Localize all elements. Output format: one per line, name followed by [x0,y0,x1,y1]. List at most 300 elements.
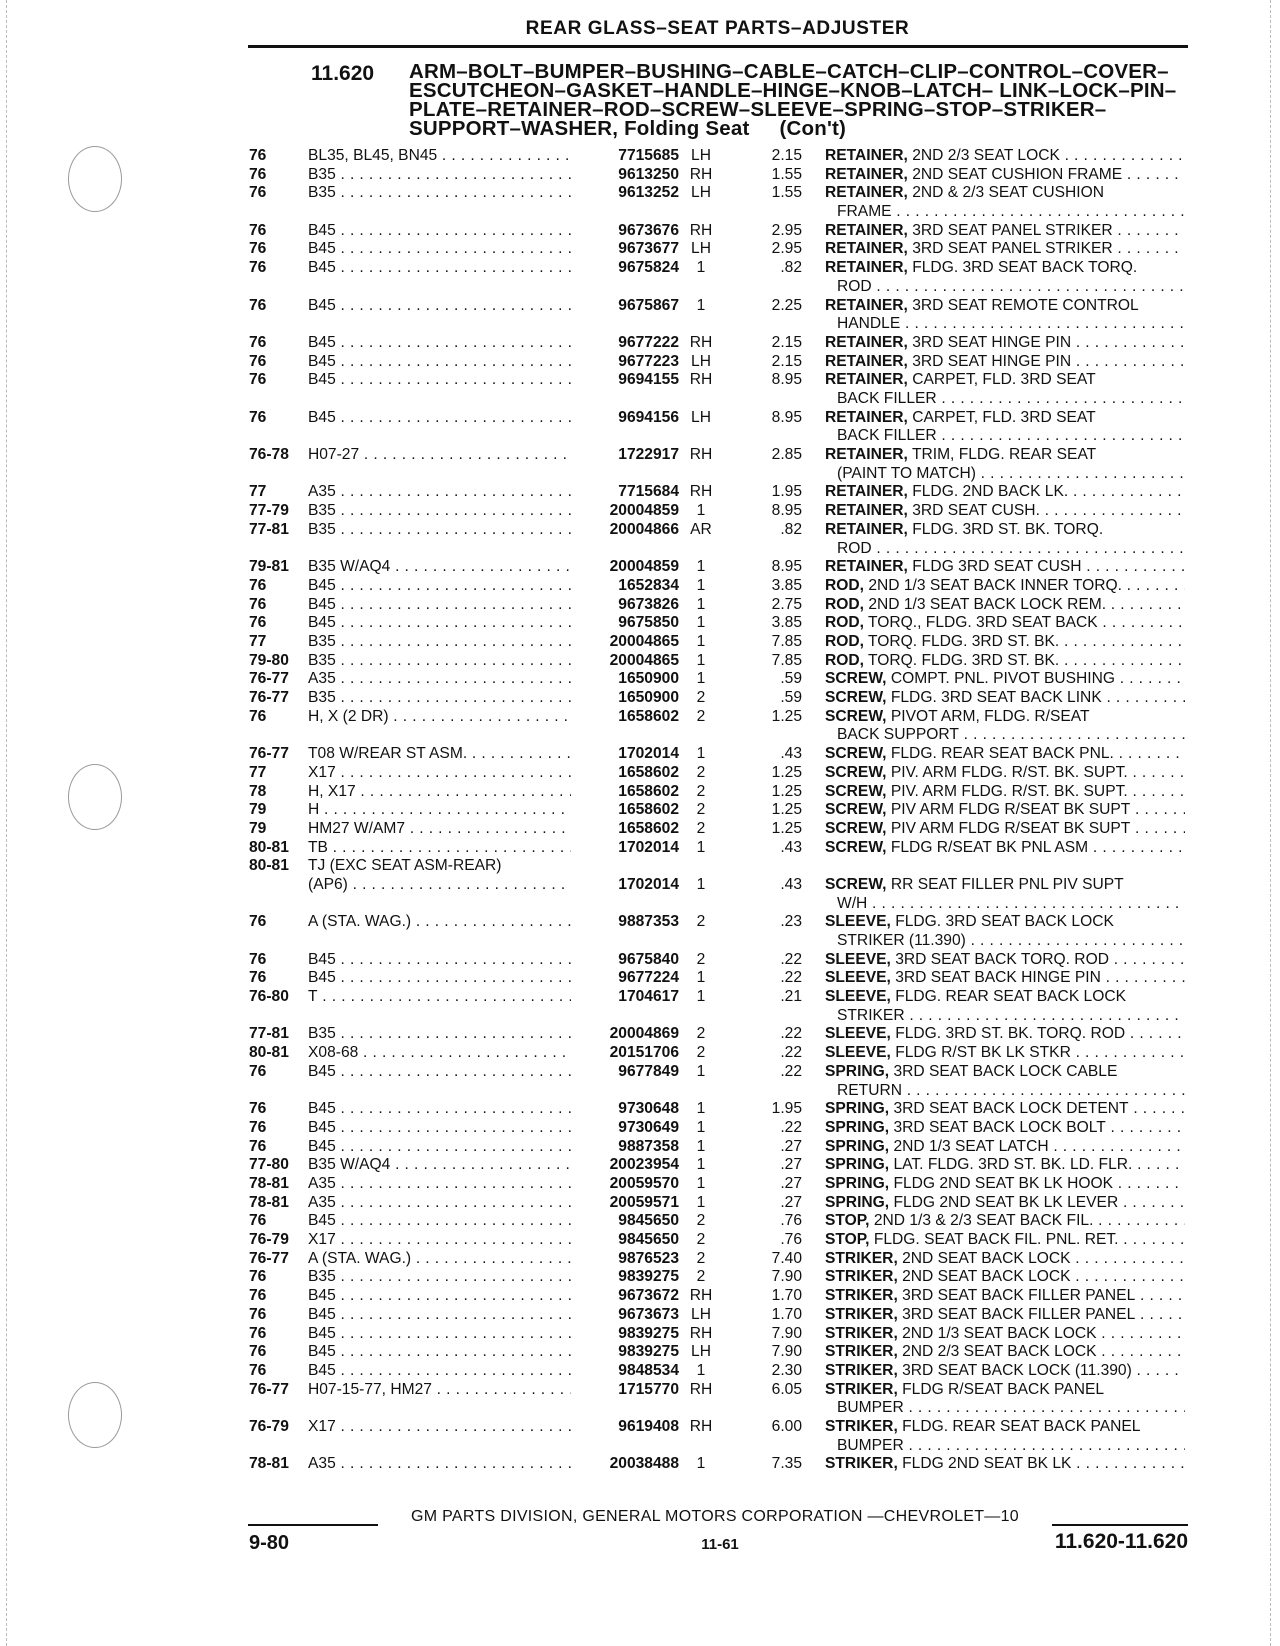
description-line [825,1306,1185,1325]
part-number-cell-text: 9730649 [618,1118,679,1136]
part-name: SPRING, [825,1156,890,1174]
model-cell [308,820,571,839]
price-cell-text: 7.85 [771,651,802,669]
part-number-cell-text: 7715685 [618,147,679,164]
year-cell [249,1175,289,1194]
part-number-cell [571,1418,679,1437]
description-line [825,633,1185,652]
description-cell [825,1156,1185,1175]
price-cell-text: 1.70 [771,1305,802,1323]
part-description: 2ND 1/3 SEAT BACK LOCK REM. . . . [868,596,1185,613]
part-name: SCREW, [825,819,887,837]
part-number-cell [571,820,679,839]
price-cell-text: .43 [780,745,802,763]
model-cell [308,913,571,932]
quantity-cell-text: 1 [696,576,706,594]
model-cell [308,558,571,577]
table-row [0,801,1280,820]
quantity-cell-text: 2 [696,707,706,725]
quantity-cell-text: 2 [696,689,706,707]
part-name: STRIKER, [825,1305,898,1323]
price-cell [722,577,802,596]
table-row [0,783,1280,802]
table-row [0,1119,1280,1138]
part-name: RETAINER, [825,259,908,277]
quantity-cell [684,1455,718,1474]
quantity-cell [684,1212,718,1231]
quantity-cell [684,577,718,596]
part-number-cell-text: 9673673 [618,1305,679,1323]
quantity-cell-text: 1 [696,1175,706,1192]
part-description: CARPET, FLD. 3RD SEAT [912,371,1096,389]
price-cell [722,820,802,839]
model-cell-text: H, X17 . . . [308,783,571,800]
year-cell-text: 79-81 [249,558,289,576]
description-line [825,446,1185,465]
quantity-cell [684,1063,718,1082]
quantity-cell-text: RH [689,165,713,183]
description-line [825,1287,1185,1306]
description-cell [825,502,1185,521]
quantity-cell [684,1100,718,1119]
part-number-cell-text: 20004865 [609,632,679,650]
description-cell [825,353,1185,372]
price-cell [722,446,802,465]
description-line [825,502,1185,521]
description-cell [825,483,1185,502]
table-row [0,1343,1280,1362]
part-description: 3RD SEAT BACK FILLER PANEL . . . [902,1287,1185,1304]
part-description: 3RD SEAT BACK LOCK (11.390) . . . [902,1362,1185,1379]
part-name: SCREW, [825,763,887,781]
year-cell [249,745,289,764]
part-number-cell [571,913,679,932]
table-row [0,1268,1280,1287]
part-description: 2ND & 2/3 SEAT CUSHION [912,184,1105,202]
price-cell [722,334,802,353]
price-cell-text: .82 [780,259,802,277]
year-cell-text: 77-81 [249,520,289,538]
part-name: SPRING, [825,1175,890,1192]
part-number-cell [571,558,679,577]
quantity-cell [684,1343,718,1362]
part-number-cell [571,596,679,615]
year-cell-text: 76 [249,614,267,632]
quantity-cell [684,1231,718,1250]
table-row [0,297,1280,334]
price-cell [722,1268,802,1287]
description-line-2 [825,1007,1185,1026]
description-cell [825,820,1185,839]
part-name: ROD, [825,576,864,594]
part-description: PIV ARM FLDG R/SEAT BK SUPT . . . [891,801,1185,818]
table-row [0,222,1280,241]
year-cell [249,297,266,316]
price-cell-text: .21 [780,988,802,1006]
part-description-continued: RETURN . . . [837,1082,1185,1099]
part-description: COMPT. PNL. PIVOT BUSHING . . . [891,670,1185,687]
part-name: SCREW, [825,670,887,688]
price-cell [722,502,802,521]
model-cell-text: X17 . . . [308,1231,571,1248]
price-cell-text: .76 [780,1212,802,1230]
description-line [825,259,1185,278]
price-cell [722,1306,802,1325]
model-cell [308,240,571,259]
description-line [825,839,1185,858]
price-cell-text: .22 [780,1025,802,1043]
part-description: PIV. ARM FLDG. R/ST. BK. SUPT. . . . [891,764,1185,781]
model-cell [308,1063,571,1082]
price-cell [722,745,802,764]
description-cell [825,876,1185,913]
part-number-cell [571,297,679,316]
table-row [0,558,1280,577]
part-name: ROD, [825,614,864,632]
price-cell [722,839,802,858]
part-number-cell [571,988,679,1007]
quantity-cell [684,969,718,988]
part-name: SPRING, [825,1193,890,1211]
part-number-cell [571,184,679,203]
year-cell-text: 76 [249,221,267,239]
year-cell-text: 76 [249,1268,267,1286]
part-number-cell [571,969,679,988]
table-row [0,857,1280,876]
price-cell-text: .59 [780,689,802,707]
description-cell [825,1100,1185,1119]
year-cell-text: 76 [249,1062,267,1080]
part-number-cell [571,1455,679,1474]
quantity-cell-text: LH [691,1343,711,1361]
table-row [0,147,1280,166]
price-cell [722,969,802,988]
model-cell-text: B45 . . . [308,1325,571,1342]
quantity-cell [684,1194,718,1213]
price-cell-text: .27 [780,1193,802,1211]
year-cell [249,521,289,540]
model-cell [308,502,571,521]
quantity-cell-text: LH [691,352,711,370]
model-cell [308,1287,571,1306]
footer-rule-left [248,1524,378,1526]
price-cell-text: 8.95 [771,408,802,426]
year-cell-text: 76 [249,595,267,613]
year-cell-text: 76 [249,1305,267,1323]
part-number-cell [571,652,679,671]
part-number-cell-text: 1722917 [618,446,679,464]
price-cell [722,670,802,689]
part-name: ROD, [825,632,864,650]
part-number-cell-text: 1650900 [618,670,679,688]
year-cell-text: 76 [249,707,267,725]
quantity-cell [684,596,718,615]
description-cell [825,1268,1185,1287]
model-cell [308,577,571,596]
price-cell-text: 7.40 [771,1249,802,1267]
description-line [825,222,1185,241]
price-cell [722,1175,802,1194]
price-cell-text: .76 [780,1231,802,1249]
price-cell-text: 2.75 [771,595,802,613]
quantity-cell [684,876,718,895]
year-cell [249,1212,266,1231]
part-description: 2ND SEAT CUSHION FRAME . . . [912,166,1185,183]
table-row [0,521,1280,558]
year-cell-text: 76-77 [249,1249,289,1267]
description-line [825,670,1185,689]
part-name: STRIKER, [825,1324,898,1342]
part-number-cell-text: 1658602 [618,782,679,800]
part-number-cell [571,764,679,783]
description-line-2 [825,203,1185,222]
part-number-cell-text: 1658602 [618,801,679,819]
part-number-cell [571,1175,679,1194]
year-cell [249,409,266,428]
model-cell [308,596,571,615]
part-number-cell [571,1362,679,1381]
part-number-cell-text: 1702014 [618,875,679,893]
description-cell [825,1287,1185,1306]
model-cell [308,297,571,316]
model-cell-text: H, X (2 DR) . . . [308,708,571,725]
part-number-cell [571,166,679,185]
description-cell [825,745,1185,764]
price-cell [722,1287,802,1306]
part-number-cell [571,1268,679,1287]
quantity-cell [684,147,718,166]
part-description: FLDG 2ND SEAT BK LK LEVER . . . [893,1194,1185,1211]
price-cell [722,259,802,278]
quantity-cell-text: 2 [696,819,706,837]
part-name: STRIKER, [825,1343,898,1361]
year-cell-text: 76 [249,352,267,370]
quantity-cell [684,1119,718,1138]
part-description: FLDG. 2ND BACK LK. . . . [912,483,1185,500]
price-cell [722,689,802,708]
description-cell [825,1325,1185,1344]
part-number-cell [571,670,679,689]
footer-page-number: 11-61 [701,1536,739,1553]
quantity-cell [684,334,718,353]
description-line [825,353,1185,372]
quantity-cell-text: 2 [696,1212,706,1230]
part-name: RETAINER, [825,221,908,239]
model-cell-text: TB . . . [308,839,571,856]
price-cell-text: 2.30 [771,1361,802,1379]
part-description: 2ND 2/3 SEAT BACK LOCK . . . [902,1343,1185,1360]
model-cell [308,1306,571,1325]
model-cell-text: B45 . . . [308,334,571,351]
part-description: PIV. ARM FLDG. R/ST. BK. SUPT. . . . [891,783,1185,800]
table-row [0,446,1280,483]
quantity-cell [684,502,718,521]
part-number-cell-text: 9613252 [618,184,679,202]
quantity-cell-text: RH [689,1287,713,1305]
quantity-cell [684,1287,718,1306]
table-row [0,1455,1280,1474]
price-cell [722,353,802,372]
description-cell [825,409,1185,446]
table-row [0,1044,1280,1063]
price-cell [722,708,802,727]
price-cell-text: 7.90 [771,1268,802,1286]
part-number-cell-text: 9839275 [618,1343,679,1361]
part-number-cell [571,1325,679,1344]
part-number-cell [571,1063,679,1082]
part-description: FLDG R/SEAT BACK PANEL [902,1380,1105,1398]
year-cell [249,913,266,932]
part-number-cell [571,483,679,502]
table-row [0,988,1280,1025]
model-cell [308,1268,571,1287]
table-row [0,876,1280,913]
part-description: 3RD SEAT CUSH. . . . [912,502,1185,519]
description-line [825,820,1185,839]
quantity-cell-text: 1 [696,502,706,520]
year-cell [249,633,266,652]
model-cell-text: B35 . . . [308,1025,571,1042]
year-cell [249,1138,266,1157]
part-number-cell-text: 20004865 [609,651,679,669]
part-number-cell [571,1100,679,1119]
part-number-cell [571,783,679,802]
part-name: RETAINER, [825,558,908,576]
part-number-cell [571,1025,679,1044]
part-number-cell-text: 9619408 [618,1417,679,1435]
year-cell [249,764,266,783]
model-cell [308,1343,571,1362]
part-number-cell-text: 9677224 [618,969,679,987]
part-number-cell-text: 20004866 [609,520,679,538]
table-row [0,689,1280,708]
quantity-cell [684,783,718,802]
model-cell-text: B45 . . . [308,1343,571,1360]
part-name: SLEEVE, [825,988,891,1006]
description-line [825,1455,1185,1474]
year-cell-text: 77 [249,483,267,501]
description-line [825,969,1185,988]
part-name: RETAINER, [825,240,908,258]
model-cell-text: X17 . . . [308,764,571,781]
part-name: SCREW, [825,875,887,893]
quantity-cell-text: 1 [696,1062,706,1080]
price-cell-text: 7.90 [771,1343,802,1361]
year-cell-text: 78-81 [249,1455,289,1473]
description-cell [825,969,1185,988]
description-cell [825,1343,1185,1362]
part-number-cell [571,502,679,521]
quantity-cell-text: LH [691,184,711,202]
quantity-cell-text: 1 [696,651,706,669]
part-name: SPRING, [825,1100,890,1118]
description-cell [825,521,1185,558]
description-cell [825,1175,1185,1194]
model-cell [308,1455,571,1474]
model-cell [308,334,571,353]
table-row [0,1175,1280,1194]
part-description-continued: BACK FILLER . . . [837,427,1185,444]
quantity-cell-text: 1 [696,595,706,613]
model-cell [308,353,571,372]
description-cell [825,1063,1185,1100]
table-row [0,166,1280,185]
quantity-cell-text: 1 [696,296,706,314]
price-cell-text: 2.95 [771,221,802,239]
year-cell-text: 77-81 [249,1025,289,1043]
description-cell [825,1138,1185,1157]
part-number-cell [571,801,679,820]
part-number-cell-text: 9887358 [618,1137,679,1155]
part-number-cell-text: 9675867 [618,296,679,314]
year-cell-text: 76-77 [249,745,289,763]
part-name: RETAINER, [825,520,908,538]
description-line [825,184,1185,203]
price-cell-text: .22 [780,950,802,968]
year-cell-text: 76 [249,950,267,968]
price-cell [722,147,802,166]
price-cell-text: .59 [780,670,802,688]
price-cell-text: .22 [780,1044,802,1062]
price-cell-text: 1.55 [771,184,802,202]
part-name: RETAINER, [825,371,908,389]
part-number-cell [571,521,679,540]
quantity-cell [684,1268,718,1287]
description-line [825,1025,1185,1044]
price-cell [722,1044,802,1063]
description-cell [825,913,1185,950]
description-line [825,689,1185,708]
model-cell-text: B45 . . . [308,1119,571,1136]
model-cell [308,670,571,689]
description-cell [825,240,1185,259]
table-row [0,371,1280,408]
year-cell [249,951,266,970]
quantity-cell [684,1381,718,1400]
price-cell-text: .22 [780,1118,802,1136]
part-number-cell [571,708,679,727]
part-description: FLDG. 3RD SEAT BACK LINK . . . [891,689,1185,706]
year-cell-text: 76 [249,240,267,258]
year-cell [249,184,266,203]
quantity-cell-text: 2 [696,1249,706,1267]
year-cell-text: 76-79 [249,1231,289,1249]
model-cell-text: B35 . . . [308,184,571,201]
model-cell [308,521,571,540]
description-cell [825,446,1185,483]
part-name: STRIKER, [825,1361,898,1379]
table-row [0,1063,1280,1100]
part-number-cell [571,1119,679,1138]
price-cell-text: 1.55 [771,165,802,183]
part-description: 3RD SEAT BACK FILLER PANEL . . . [902,1306,1185,1323]
part-number-cell [571,1250,679,1269]
part-number-cell-text: 9613250 [618,165,679,183]
model-cell [308,614,571,633]
part-description: 3RD SEAT BACK TORQ. ROD . . . [895,951,1185,968]
part-number-cell [571,1212,679,1231]
table-row [0,1306,1280,1325]
part-number-cell [571,689,679,708]
year-cell-text: 76 [249,576,267,594]
year-cell-text: 76 [249,184,267,202]
year-cell-text: 80-81 [249,838,289,856]
description-cell [825,371,1185,408]
description-cell [825,297,1185,334]
price-cell [722,1250,802,1269]
year-cell [249,1063,266,1082]
quantity-cell-text: RH [689,371,713,389]
